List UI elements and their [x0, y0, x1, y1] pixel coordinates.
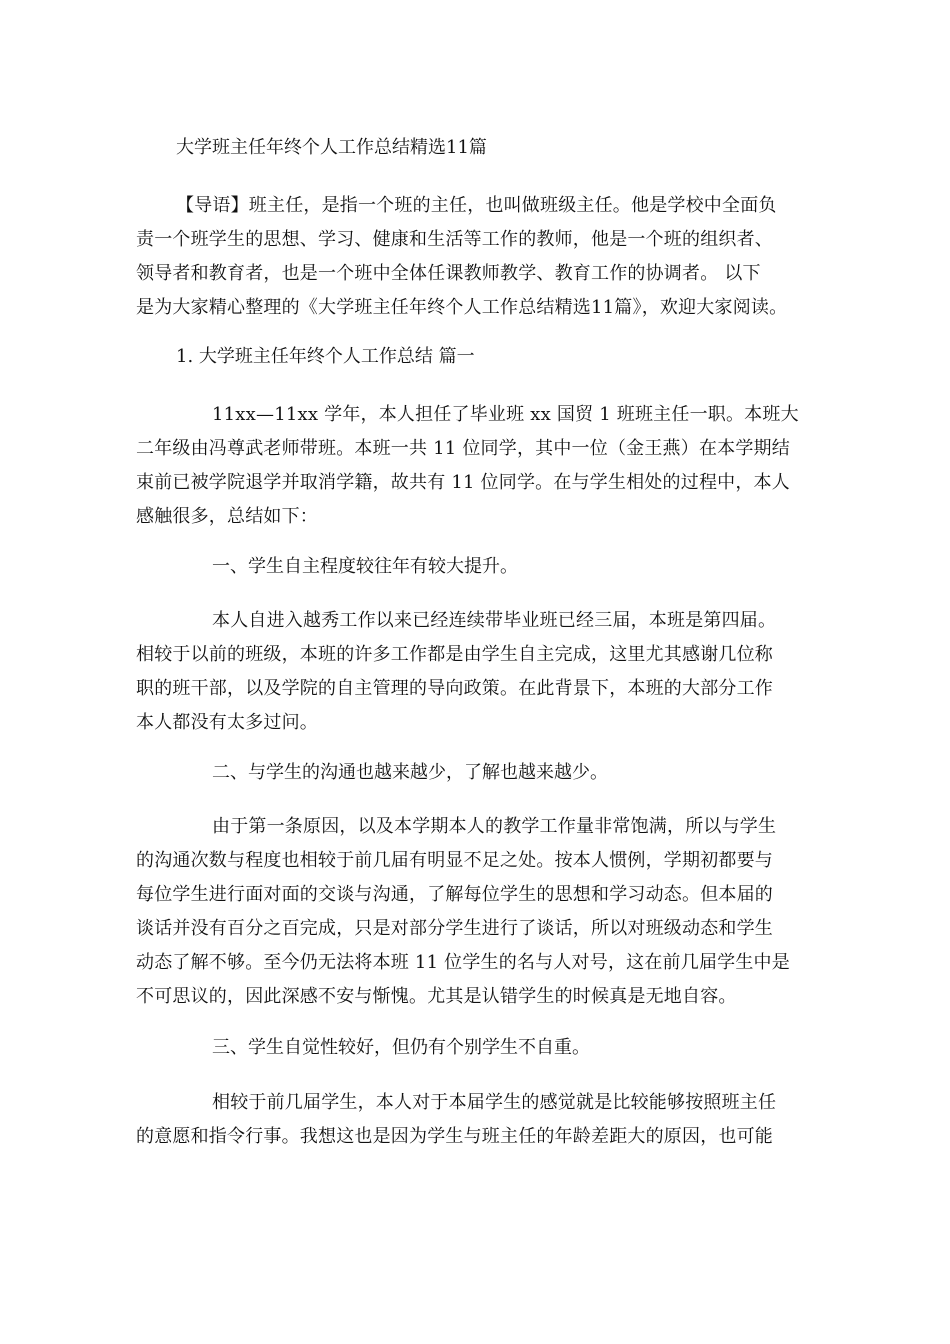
document-title: 大学班主任年终个人工作总结精选11篇 [176, 137, 487, 158]
section-1-title: 1. 大学班主任年终个人工作总结 篇一 [176, 346, 475, 367]
intro-line: 是为大家精心整理的《大学班主任年终个人工作总结精选11篇》，欢迎大家阅读。 [136, 297, 788, 318]
sub-heading-3: 三、学生自觉性较好，但仍有个别学生不自重。 [212, 1037, 590, 1058]
paragraph-line: 不可思议的，因此深感不安与惭愧。尤其是认错学生的时候真是无地自容。 [136, 986, 737, 1007]
paragraph-2 [136, 604, 826, 740]
sub-heading-2: 二、与学生的沟通也越来越少，了解也越来越少。 [212, 762, 608, 783]
sub-heading-1: 一、学生自主程度较往年有较大提升。 [212, 556, 518, 577]
paragraph-line: 束前已被学院退学并取消学籍，故共有 11 位同学。在与学生相处的过程中，本人 [136, 472, 790, 493]
paragraph-line: 11xx—11xx 学年，本人担任了毕业班 xx 国贸 1 班班主任一职。本班大 [212, 404, 799, 425]
paragraph-line: 相较于前几届学生，本人对于本届学生的感觉就是比较能够按照班主任 [212, 1092, 777, 1113]
paragraph-line: 本人都没有太多过问。 [136, 712, 318, 733]
paragraph-3 [136, 810, 826, 1014]
paragraph-line: 每位学生进行面对面的交谈与沟通，了解每位学生的思想和学习动态。但本届的 [136, 884, 773, 905]
paragraph-line: 感触很多，总结如下： [136, 506, 318, 527]
intro-line: 领导者和教育者，也是一个班中全体任课教师教学、教育工作的协调者。 以下 [136, 263, 761, 284]
paragraph-line: 二年级由冯尊武老师带班。本班一共 11 位同学，其中一位（金王燕）在本学期结 [136, 438, 790, 459]
paragraph-line: 的意愿和指令行事。我想这也是因为学生与班主任的年龄差距大的原因，也可能 [136, 1126, 773, 1147]
paragraph-line: 职的班干部，以及学院的自主管理的导向政策。在此背景下，本班的大部分工作 [136, 678, 773, 699]
intro-line: 责一个班学生的思想、学习、健康和生活等工作的教师，他是一个班的组织者、 [136, 229, 773, 250]
paragraph-line: 谈话并没有百分之百完成，只是对部分学生进行了谈话，所以对班级动态和学生 [136, 918, 773, 939]
paragraph-line: 由于第一条原因，以及本学期本人的教学工作量非常饱满，所以与学生 [212, 816, 777, 837]
intro-paragraph [136, 189, 826, 325]
paragraph-line: 本人自进入越秀工作以来已经连续带毕业班已经三届，本班是第四届。 [212, 610, 777, 631]
paragraph-1 [136, 398, 826, 534]
paragraph-4 [136, 1086, 826, 1154]
paragraph-line: 动态了解不够。至今仍无法将本班 11 位学生的名与人对号，这在前几届学生中是 [136, 952, 790, 973]
paragraph-line: 的沟通次数与程度也相较于前几届有明显不足之处。按本人惯例，学期初都要与 [136, 850, 773, 871]
intro-line: 【导语】班主任，是指一个班的主任，也叫做班级主任。他是学校中全面负 [176, 195, 777, 216]
paragraph-line: 相较于以前的班级，本班的许多工作都是由学生自主完成，这里尤其感谢几位称 [136, 644, 773, 665]
